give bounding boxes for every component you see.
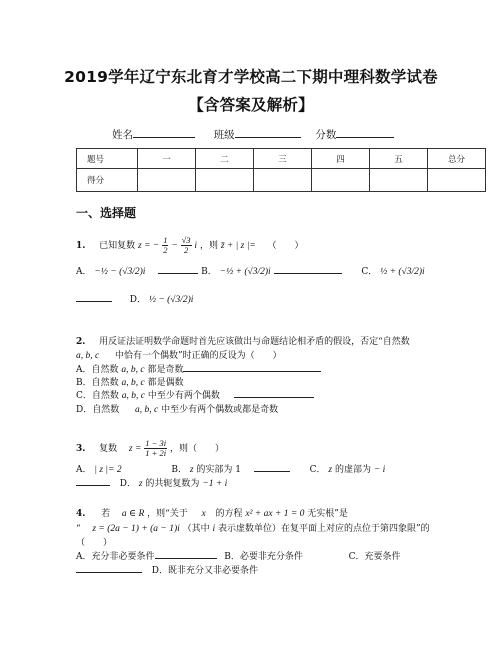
option-c-text: 的虚部为 <box>334 465 371 475</box>
score-cell[interactable] <box>312 169 370 192</box>
option-b-text: 的实部为 1 <box>196 465 242 475</box>
question-4-text-tail: 表示虚数单位）在复平面上对应的点位于第四象限”的 <box>218 524 430 534</box>
question-1-options-row2 <box>76 292 193 305</box>
question-3-options-row1 <box>76 462 385 475</box>
option-b-label[interactable]: B． <box>171 465 187 475</box>
option-c-label[interactable]: C． <box>309 465 326 475</box>
score-cell[interactable] <box>370 169 428 192</box>
option-blank <box>158 264 198 274</box>
question-1-number: 1. <box>76 241 86 251</box>
document-subtitle: 【含答案及解析】 <box>188 96 314 114</box>
info-line <box>112 127 394 142</box>
question-4-equation: x² + ax + 1 = 0 <box>245 509 305 519</box>
question-2-text: 用反证法证明数学命题时首先应该做出与命题结论相矛盾的假设，否定“自然数 <box>99 337 410 347</box>
option-blank <box>183 362 321 372</box>
option-a-value: | z |= 2 <box>94 465 122 475</box>
option-a-label[interactable]: A．充分非必要条件 <box>76 552 155 562</box>
question-2-option-c[interactable] <box>76 388 314 401</box>
option-blank <box>274 264 342 274</box>
question-4-text-c: 的方程 <box>215 509 243 519</box>
question-4-text-d: 无实根”是 <box>307 509 348 519</box>
imag-unit: i <box>212 524 216 534</box>
option-c-value: − i <box>373 465 386 475</box>
header-cell-2: 二 <box>196 149 254 169</box>
header-cell-1: 一 <box>138 149 196 169</box>
option-b-value: −½ + (√3/2)i <box>219 267 271 277</box>
header-cell-total: 总分 <box>428 149 486 169</box>
header-cell-3: 三 <box>254 149 312 169</box>
option-d-text: 中至少有两个偶数或都是奇数 <box>161 405 279 415</box>
option-variables: a, b, c <box>121 378 145 388</box>
question-4-text-a: 若 <box>101 509 111 519</box>
question-2-stem-line2 <box>76 348 282 361</box>
score-table-header-row <box>77 149 486 169</box>
option-a-label: A．自然数 <box>76 365 119 375</box>
question-4-number: 4. <box>76 509 86 519</box>
score-row-label: 得分 <box>77 169 138 192</box>
imag-unit: i <box>194 241 198 251</box>
question-4-options-row2 <box>76 563 258 576</box>
question-4-open-quote: “ <box>76 524 81 534</box>
option-blank <box>234 388 314 398</box>
section-heading: 一、选择题 <box>76 206 137 220</box>
option-b-label: B．自然数 <box>76 378 119 388</box>
question-1-paren: （ ） <box>267 241 304 251</box>
option-blank <box>76 292 112 302</box>
question-2-option-a[interactable] <box>76 362 321 375</box>
option-c-value: ½ + (√3/2)i <box>380 267 425 277</box>
question-4-x: x <box>201 509 206 519</box>
document-title: 2019学年辽宁东北育才学校高二下期中理科数学试卷 <box>64 68 438 86</box>
question-2-option-b[interactable] <box>76 375 184 388</box>
option-blank <box>254 462 290 472</box>
score-table <box>76 148 486 192</box>
score-blank[interactable] <box>336 128 394 138</box>
option-a-label[interactable]: A． <box>76 267 92 277</box>
question-4-condition: a ∈ R <box>121 509 145 519</box>
score-table-score-row <box>77 169 486 192</box>
option-d-label[interactable]: D． <box>129 295 146 305</box>
question-4-options-row1 <box>76 549 401 562</box>
option-a-label[interactable]: A． <box>76 465 92 475</box>
option-c-label[interactable]: C．充要条件 <box>348 552 401 562</box>
question-2-stem <box>76 334 410 347</box>
option-variables: a, b, c <box>121 391 145 401</box>
question-3-text-b: ，则（ ） <box>170 444 225 454</box>
option-c-text: 中至少有两个偶数 <box>147 391 220 401</box>
question-1-text-b: ，则 <box>199 241 218 251</box>
option-z: z <box>138 479 143 489</box>
question-2-option-d[interactable] <box>76 402 278 415</box>
question-2-number: 2. <box>76 337 86 347</box>
class-blank[interactable] <box>235 128 301 138</box>
question-4-expression: z = (2a − 1) + (a − 1)i <box>92 524 180 534</box>
question-1-z-lhs: z = − <box>138 241 160 251</box>
question-1-stem <box>76 236 304 255</box>
question-4-text-mid: （其中 <box>182 524 210 534</box>
option-a-value: −½ − (√3/2)i <box>94 267 146 277</box>
option-variables: a, b, c <box>121 365 145 375</box>
option-d-value: −1 + i <box>202 479 228 489</box>
option-z: z <box>328 465 333 475</box>
option-blank <box>76 476 110 486</box>
question-3-number: 3. <box>76 444 86 454</box>
score-cell[interactable] <box>196 169 254 192</box>
option-b-label[interactable]: B． <box>201 267 217 277</box>
option-b-text: 都是偶数 <box>147 378 184 388</box>
option-b-label[interactable]: B．必要非充分条件 <box>224 552 303 562</box>
question-2-text-2: 中恰有一个偶数”时正确的反设为（ ） <box>114 351 282 361</box>
option-d-text: 的共轭复数为 <box>145 479 200 489</box>
option-d-label[interactable]: D．既非充分又非必要条件 <box>151 566 258 576</box>
question-1-expression: z̄ + | z |= <box>220 241 256 251</box>
question-1-text-a: 已知复数 <box>99 241 136 251</box>
score-label: 分数 <box>315 129 337 141</box>
question-4-line2 <box>76 521 430 534</box>
fraction-sqrt3: $\frac{√3}{2}$ <box>181 235 191 255</box>
question-4-line3: （ ） <box>76 538 113 548</box>
option-z: z <box>189 465 194 475</box>
question-4-text-b: ，则“关于 <box>147 509 188 519</box>
option-d-label: D．自然数 <box>76 405 120 415</box>
question-4-stem <box>76 506 348 519</box>
score-cell[interactable] <box>138 169 196 192</box>
question-3-z-lhs: z = <box>128 444 142 454</box>
minus-sign: − <box>171 241 178 251</box>
question-1-options-row1 <box>76 264 425 277</box>
option-a-text: 都是奇数 <box>147 365 184 375</box>
question-3-fraction: $\frac{1 - 3i}{1 + 2i}$ <box>145 438 167 458</box>
question-3-text-a: 复数 <box>99 444 118 454</box>
option-blank <box>155 549 217 559</box>
header-cell-4: 四 <box>312 149 370 169</box>
option-variables: a, b, c <box>134 405 159 415</box>
option-c-label[interactable]: C． <box>361 267 378 277</box>
header-cell-question-no: 题号 <box>77 149 138 169</box>
class-label: 班级 <box>213 129 235 141</box>
name-label: 姓名 <box>112 129 133 141</box>
fraction-half: $\frac{1}{2}$ <box>163 235 168 255</box>
header-cell-5: 五 <box>370 149 428 169</box>
question-3-stem <box>76 439 224 458</box>
option-d-value: ½ − (√3/2)i <box>148 295 194 305</box>
option-d-label[interactable]: D． <box>119 479 136 489</box>
question-2-variables: a, b, c <box>76 351 100 361</box>
score-cell[interactable] <box>428 169 486 192</box>
name-blank[interactable] <box>133 128 195 138</box>
option-c-label: C．自然数 <box>76 391 119 401</box>
option-blank <box>76 563 142 573</box>
question-3-options-row2 <box>76 476 227 489</box>
score-cell[interactable] <box>254 169 312 192</box>
